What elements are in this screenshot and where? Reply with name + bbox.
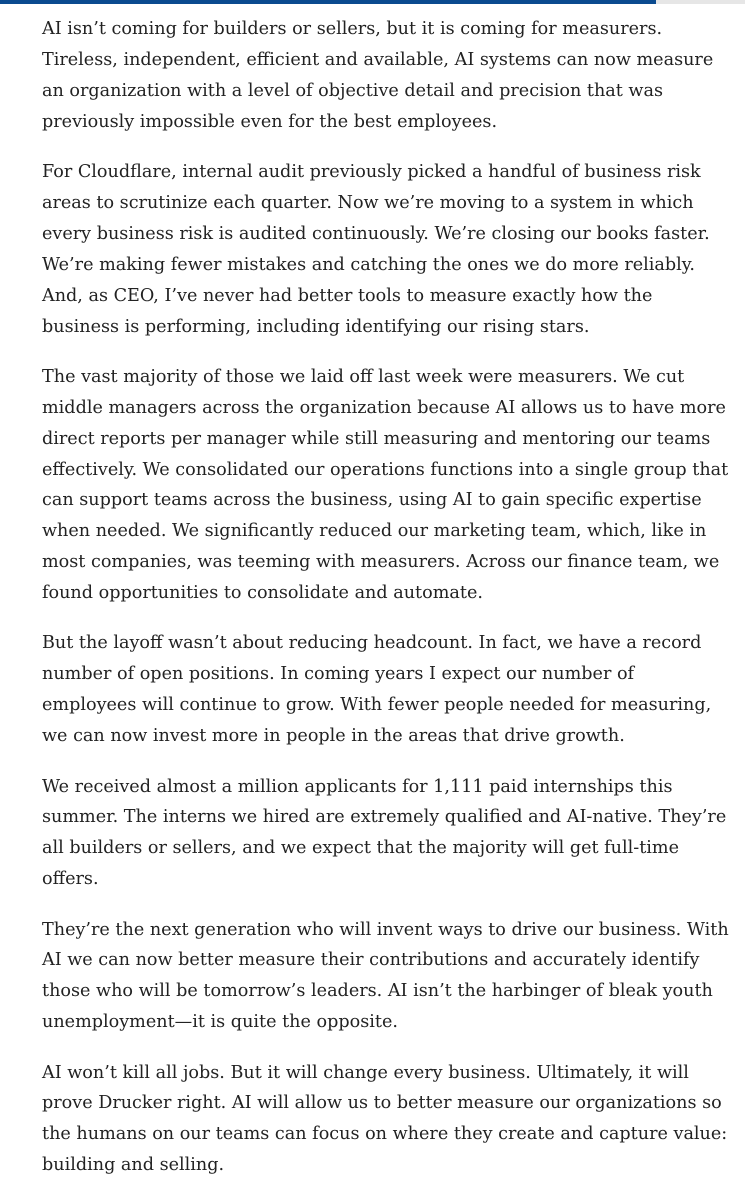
reading-progress-bar [0,0,745,4]
article-paragraph: For Cloudflare, internal audit previously picked a handful of business risk areas to scrutinize each quarter. Now we’re moving to a system in which every business risk is audited continuously. We’re closing our books faster. We’re making fewer mistakes and catching the ones we do more reliably. And, as CEO, I’ve never had better tools to measure exactly how the business is performing, including identifying our rising stars. [42,162,710,337]
article-paragraph: We received almost a million applicants for 1,111 paid internships this summer. The interns we hired are extremely qualified and AI-native. They’re all builders or sellers, and we expect that the majority will get full-time offers. [42,776,727,890]
reading-progress-fill [0,0,656,4]
article-paragraph: The vast majority of those we laid off last week were measurers. We cut middle managers across the organization because AI allows us to have more direct reports per manager while still measuring and mentoring our teams effectively. We consolidated our operations functions into a single group that can support teams across the business, using AI to gain specific expertise when needed. We significantly reduced our marketing team, which, like in most companies, was teeming with measurers. Across our finance team, we found opportunities to consolidate and automate. [42,366,729,604]
article-paragraph: AI isn’t coming for builders or sellers, but it is coming for measurers. Tireless, independent, efficient and available, AI systems can now measure an organization with a level of objective detail and precision that was previously impossible even for the best employees. [42,19,714,132]
article-paragraph: They’re the next generation who will invent ways to drive our business. With AI we can now better measure their contributions and accurately identify those who will be tomorrow’s leaders. AI isn’t the harbinger of bleak youth unemployment—it is quite the opposite. [42,919,729,1033]
article-paragraph: AI won’t kill all jobs. But it will change every business. Ultimately, it will prove Drucker right. AI will allow us to better measure our organizations so the humans on our teams can focus on where they create and capture value: building and selling. [42,1062,728,1176]
article-body [42,14,732,1201]
article-paragraph: But the layoff wasn’t about reducing headcount. In fact, we have a record number of open positions. In coming years I expect our number of employees will continue to grow. With fewer people needed for measuring, we can now invest more in people in the areas that drive growth. [42,633,712,747]
